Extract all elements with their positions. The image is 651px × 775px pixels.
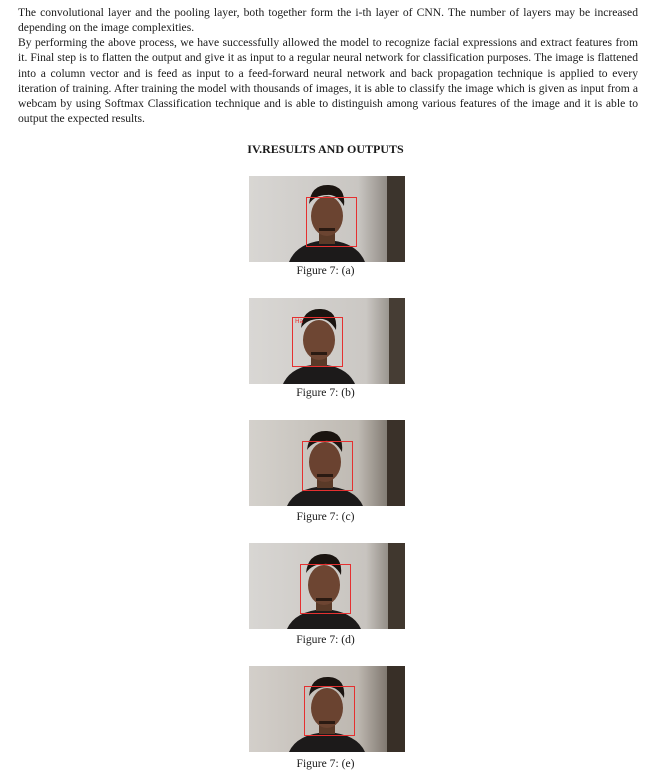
webcam-photo-7b — [249, 298, 405, 384]
webcam-photo-7e — [249, 666, 405, 752]
figure-caption: Figure 7: (a) — [296, 264, 355, 277]
figure-caption: Figure 7: (b) — [296, 386, 355, 399]
face-detection-box — [306, 197, 357, 247]
face-detection-box — [300, 564, 351, 614]
section-heading-results: IV.RESULTS AND OUTPUTS — [247, 142, 404, 156]
figure-caption: Figure 7: (c) — [296, 510, 355, 523]
body-paragraph-cnn-layers: The convolutional layer and the pooling layer, both together form the i-th layer of CNN. The number of layers may be increased depending on the image complexities. — [18, 6, 638, 35]
webcam-photo-7a — [249, 176, 405, 262]
webcam-photo-7d — [249, 543, 405, 629]
webcam-photo-7c — [249, 420, 405, 506]
emotion-label: Ha — [295, 318, 304, 325]
body-paragraph-training-process: By performing the above process, we have successfully allowed the model to recognize facial expressions and extract features from it. Final step is to flatten the output and give it as input to a regular neural network for classification purposes. The image is flattened into a column vector and is feed as input to a feed-forward neural network and back propagation technique is applied to every iteration of training. After training the model with thousands of images, it is able to classify the image which is given as input from a webcam by using Softmax Classification technique and is able to distinguish among various features of the image and it is able to output the expected results. — [18, 36, 638, 126]
figure-caption: Figure 7: (d) — [296, 633, 355, 646]
figure-caption: Figure 7: (e) — [296, 757, 355, 770]
face-detection-box — [302, 441, 353, 491]
face-detection-box — [304, 686, 355, 736]
